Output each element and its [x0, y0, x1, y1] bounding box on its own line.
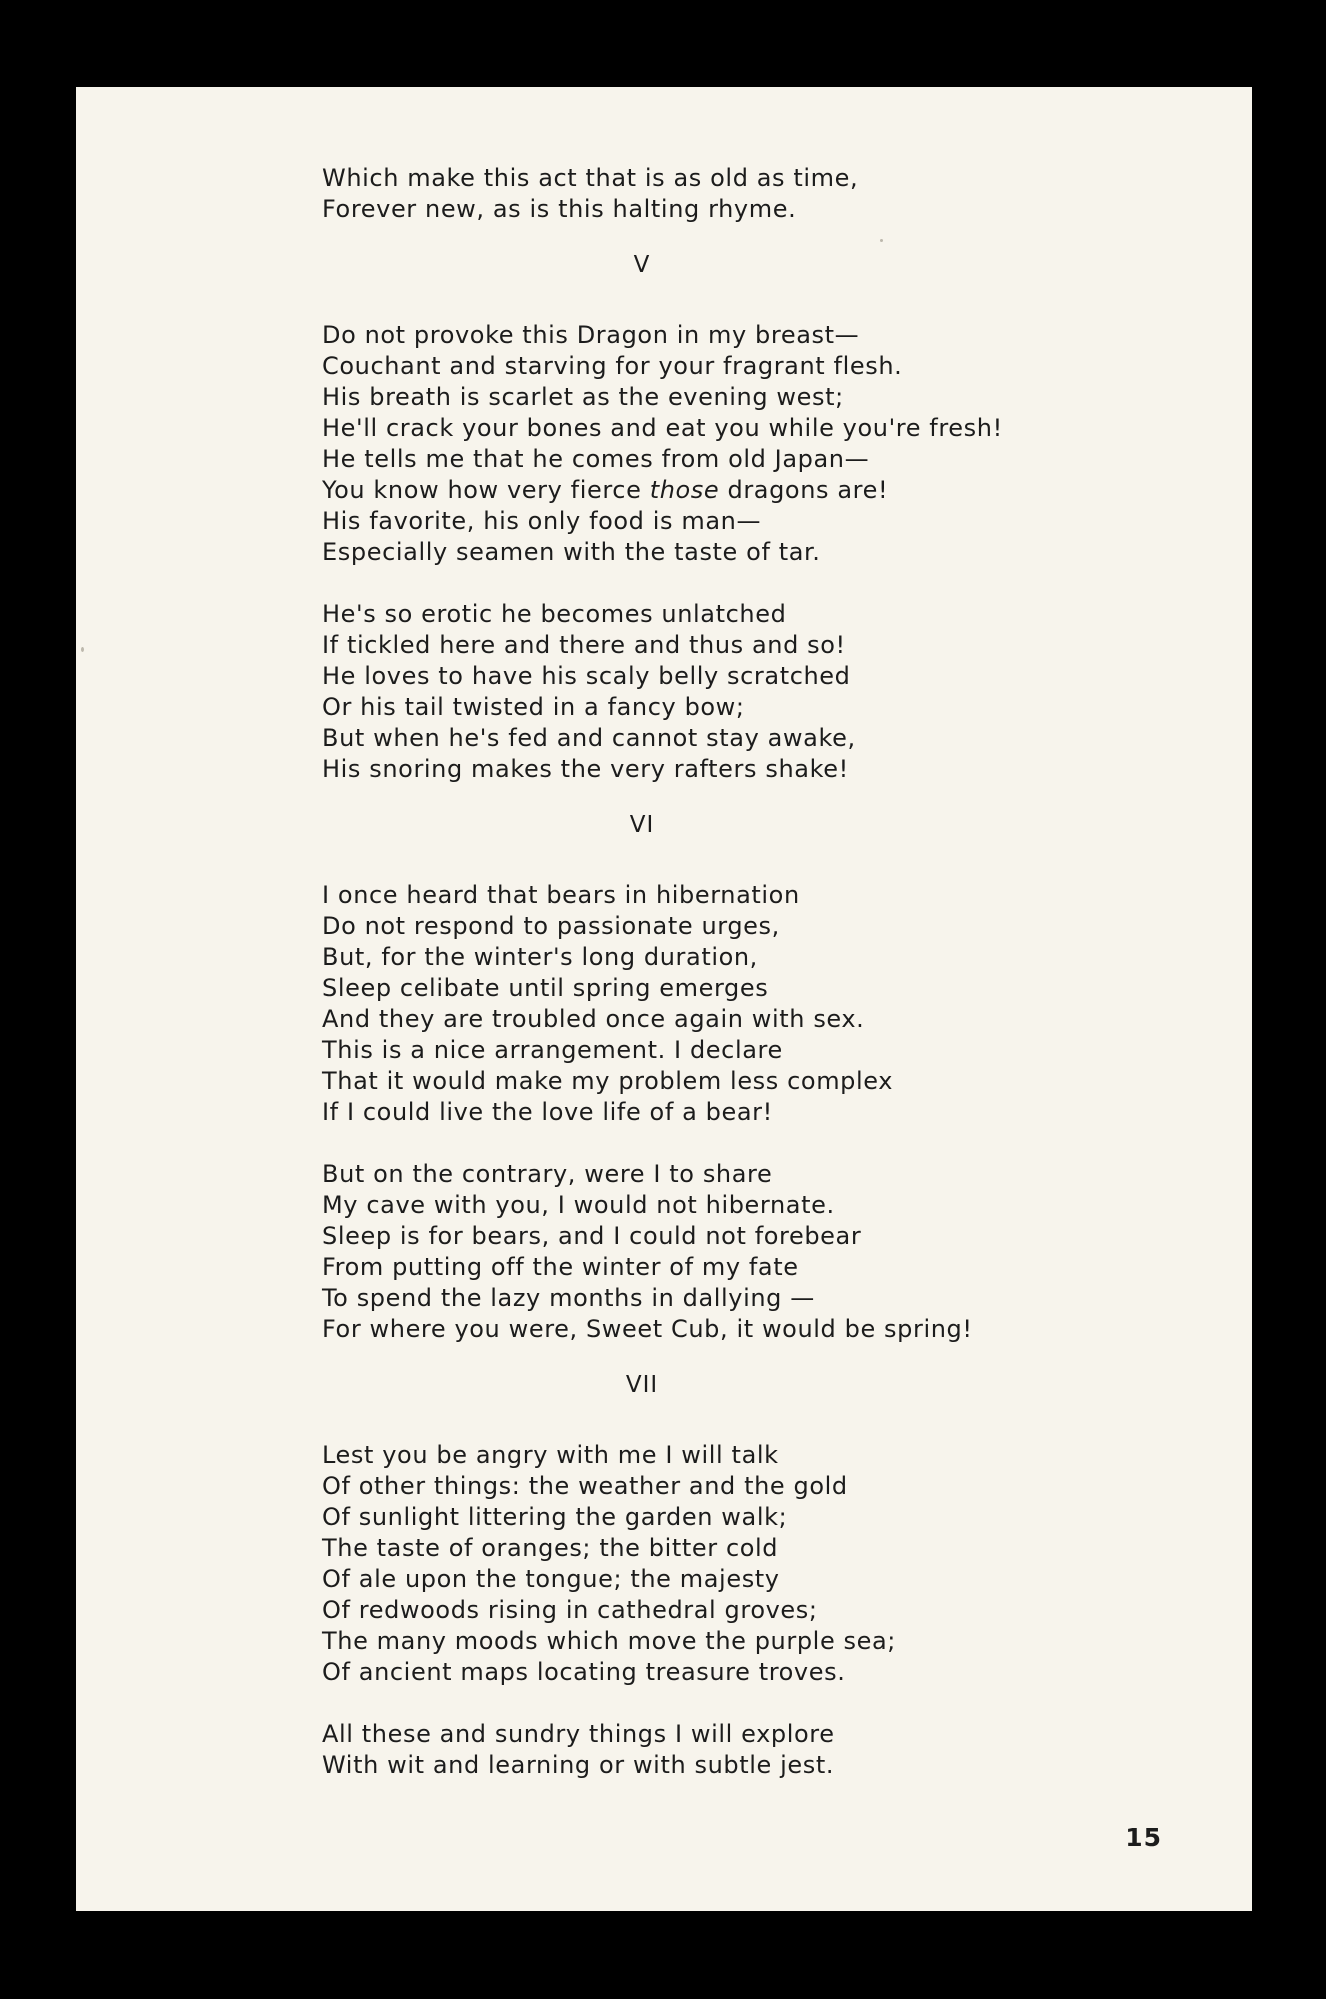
poem-line: That it would make my problem less complex — [322, 1067, 894, 1095]
poem-line: You know how very fierce those dragons are! — [322, 476, 889, 504]
poem-line: But, for the winter's long duration, — [322, 943, 758, 971]
book-page — [76, 87, 1252, 1911]
poem-line: I once heard that bears in hibernation — [322, 881, 800, 909]
poem-line: Sleep celibate until spring emerges — [322, 974, 769, 1002]
page-number: 15 — [1125, 1823, 1162, 1852]
poem-line: If tickled here and there and thus and so! — [322, 631, 846, 659]
paper-speck — [81, 647, 84, 652]
poem-line: My cave with you, I would not hibernate. — [322, 1191, 835, 1219]
poem-line: His favorite, his only food is man— — [322, 507, 762, 535]
poem-line: Of redwoods rising in cathedral groves; — [322, 1596, 818, 1624]
poem-line: His breath is scarlet as the evening west; — [322, 383, 844, 411]
poem-line: Forever new, as is this halting rhyme. — [322, 195, 797, 223]
poem-line: Lest you be angry with me I will talk — [322, 1441, 779, 1469]
poem-line: For where you were, Sweet Cub, it would be spring! — [322, 1315, 973, 1343]
poem-line: Or his tail twisted in a fancy bow; — [322, 693, 745, 721]
italic-word: those — [649, 476, 720, 504]
poem-line: His snoring makes the very rafters shake! — [322, 755, 849, 783]
poem-line: Of ale upon the tongue; the majesty — [322, 1565, 780, 1593]
stanza — [322, 880, 1082, 1128]
poem-line: But when he's fed and cannot stay awake, — [322, 724, 856, 752]
section-heading: VII — [625, 1372, 659, 1398]
poem-line: The taste of oranges; the bitter cold — [322, 1534, 779, 1562]
poem-line: Especially seamen with the taste of tar. — [322, 538, 821, 566]
poem-line: Do not provoke this Dragon in my breast— — [322, 321, 860, 349]
poem-line: He'll crack your bones and eat you while you're fresh! — [322, 414, 1003, 442]
poem-line: The many moods which move the purple sea; — [322, 1627, 896, 1655]
poem-line: And they are troubled once again with sex. — [322, 1005, 865, 1033]
poem-line: Which make this act that is as old as time, — [322, 164, 859, 192]
stanza — [322, 163, 1082, 225]
poem-line: Of other things: the weather and the gold — [322, 1472, 848, 1500]
poem-line: Sleep is for bears, and I could not forebear — [322, 1222, 862, 1250]
poem-line: Do not respond to passionate urges, — [322, 912, 780, 940]
poem-line: Of sunlight littering the garden walk; — [322, 1503, 788, 1531]
stanza — [322, 1159, 1082, 1345]
poem-line: He loves to have his scaly belly scratched — [322, 662, 851, 690]
section-heading: VI — [629, 812, 655, 838]
poem-line: This is a nice arrangement. I declare — [322, 1036, 783, 1064]
poem-line: From putting off the winter of my fate — [322, 1253, 799, 1281]
poem-body — [322, 163, 1082, 1781]
stanza — [322, 1440, 1082, 1688]
stanza — [322, 320, 1082, 568]
poem-line: To spend the lazy months in dallying — — [322, 1284, 815, 1312]
poem-line: Of ancient maps locating treasure troves. — [322, 1658, 846, 1686]
poem-line: But on the contrary, were I to share — [322, 1160, 773, 1188]
poem-line: Couchant and starving for your fragrant flesh. — [322, 352, 903, 380]
poem-line: If I could live the love life of a bear! — [322, 1098, 773, 1126]
stanza — [322, 599, 1082, 785]
poem-line: With wit and learning or with subtle jest. — [322, 1751, 835, 1779]
poem-line: All these and sundry things I will explore — [322, 1720, 835, 1748]
poem-line: He tells me that he comes from old Japan— — [322, 445, 870, 473]
poem-line: He's so erotic he becomes unlatched — [322, 600, 787, 628]
section-heading: V — [633, 252, 651, 278]
stanza — [322, 1719, 1082, 1781]
